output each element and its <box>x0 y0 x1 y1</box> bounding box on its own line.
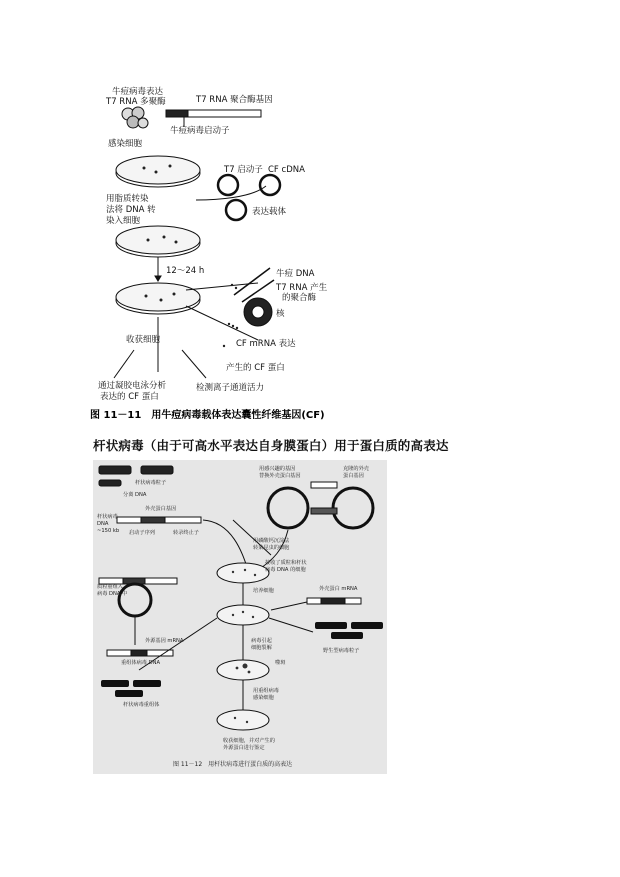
petri-dish-icon <box>217 710 269 730</box>
label-t7-promoter: T7 启动子 <box>224 165 263 175</box>
label-nucleus: 核 <box>276 309 285 319</box>
figure-vaccinia-expression <box>86 80 346 425</box>
label-harvest-1: 收获细胞，并对产生的 <box>223 738 275 744</box>
label-reinfect-2: 感染细胞 <box>253 695 274 701</box>
label-promoter-seq: 启动子序列 <box>129 530 155 536</box>
label-cloned-1: 克隆的外壳 <box>343 466 369 472</box>
vaccinia-virus-icon <box>122 107 148 128</box>
label-foreign-mrna: 外源基因 mRNA <box>145 638 184 644</box>
figure-baculovirus-expression <box>93 460 387 774</box>
label-plaque: 噬斑 <box>275 660 286 666</box>
petri-dish-icon <box>217 660 269 680</box>
label-cloned-2: 蛋白基因 <box>343 473 364 479</box>
label-harvest: 收获细胞 <box>126 335 161 345</box>
label-recomb-dna: 重组体病毒 DNA <box>121 660 161 666</box>
label-t7-product-2: 的聚合酶 <box>282 293 317 303</box>
label-expression-vector: 表达载体 <box>252 207 287 217</box>
baculovirus-particle-icon <box>99 466 131 474</box>
label-lipofection-3: 染入细胞 <box>106 216 141 226</box>
label-gel-1: 通过凝胶电泳分析 <box>98 381 167 391</box>
transfer-plasmid-icon <box>268 488 308 528</box>
label-bv-dna-2: DNA <box>97 521 109 527</box>
petri-dish-icon <box>116 226 200 257</box>
label-vaccinia-promoter: 牛痘病毒启动子 <box>170 126 230 136</box>
petri-dish-icon <box>116 156 200 187</box>
label-replace-1: 用感兴趣的基因 <box>259 466 296 472</box>
label-received-2: 病毒 DNA 的细胞 <box>265 567 306 573</box>
label-lysis-1: 病毒引起 <box>251 638 272 644</box>
label-infect-cells: 感染细胞 <box>108 139 143 149</box>
petri-dish-icon <box>116 283 200 314</box>
label-cf-cdna: CF cDNA <box>268 165 305 175</box>
label-calcium-2: 转染昆虫的细胞 <box>253 545 290 551</box>
label-received-1: 接收了质粒和杆状 <box>265 560 307 566</box>
recombinant-plasmid-icon <box>119 584 151 616</box>
label-hours: 12～24 h <box>166 266 205 276</box>
label-t7-product-1: T7 RNA 产生 <box>276 283 328 293</box>
label-terminator: 转录终止子 <box>173 530 199 536</box>
label-coat-mrna: 外壳蛋白 mRNA <box>319 586 358 592</box>
label-harvest-2: 外源蛋白进行鉴定 <box>223 745 265 751</box>
label-coat-gene: 外壳蛋白基因 <box>145 506 177 512</box>
label-wild-virus: 野生型病毒粒子 <box>323 648 360 654</box>
label-reinfect-1: 用重组病毒 <box>253 688 279 694</box>
label-replace-2: 替换外壳蛋白基因 <box>259 473 301 479</box>
label-vaccinia-dna: 牛痘 DNA <box>276 269 315 279</box>
petri-dish-icon <box>217 563 269 583</box>
label-lipofection-2: 法将 DNA 转 <box>106 205 156 215</box>
label-recomb-virus: 杆状病毒重组体 <box>123 702 160 708</box>
section-heading: 杆状病毒（由于可高水平表达自身膜蛋白）用于蛋白质的高表达 <box>93 438 449 453</box>
label-lipofection-1: 用脂质转染 <box>106 194 149 204</box>
figure1-caption: 图 11－11 用牛痘病毒载体表达囊性纤维基因(CF) <box>90 410 325 421</box>
label-cf-protein: 产生的 CF 蛋白 <box>226 363 285 373</box>
petri-dish-icon <box>217 605 269 625</box>
label-isolate-dna: 分离 DNA <box>123 492 147 498</box>
label-vaccinia-express: 牛痘病毒表达 <box>112 87 164 97</box>
label-cf-mrna: CF mRNA 表达 <box>236 339 296 349</box>
figure2-caption: 图 11－12 用杆状病毒进行蛋白质的高表达 <box>173 761 293 768</box>
label-culture: 培养细胞 <box>253 588 274 594</box>
label-calcium-1: 用磷酸钙沉淀法 <box>253 538 290 544</box>
label-bv-dna-3: ~150 kb <box>97 528 120 534</box>
label-t7-gene: T7 RNA 聚合酶基因 <box>196 95 273 105</box>
t7-promoter-plasmid-icon <box>218 175 238 195</box>
baculovirus-particle-icon <box>141 466 173 474</box>
cf-cdna-plasmid-icon <box>260 175 280 195</box>
label-baculovirus-particle: 杆状病毒粒子 <box>135 480 167 486</box>
label-recomb-1: 质粒重组入 <box>97 584 123 590</box>
label-recomb-2: 病毒 DNA 中 <box>97 591 128 597</box>
expression-vector-icon <box>226 200 246 220</box>
label-gel-2: 表达的 CF 蛋白 <box>100 392 159 402</box>
cloned-plasmid-icon <box>333 488 373 528</box>
label-ion-channel: 检测离子通道活力 <box>196 383 265 393</box>
label-lysis-2: 细胞裂解 <box>251 645 272 651</box>
label-bv-dna-1: 杆状病毒 <box>97 514 118 520</box>
label-t7-polymerase: T7 RNA 多聚酶 <box>106 97 166 107</box>
